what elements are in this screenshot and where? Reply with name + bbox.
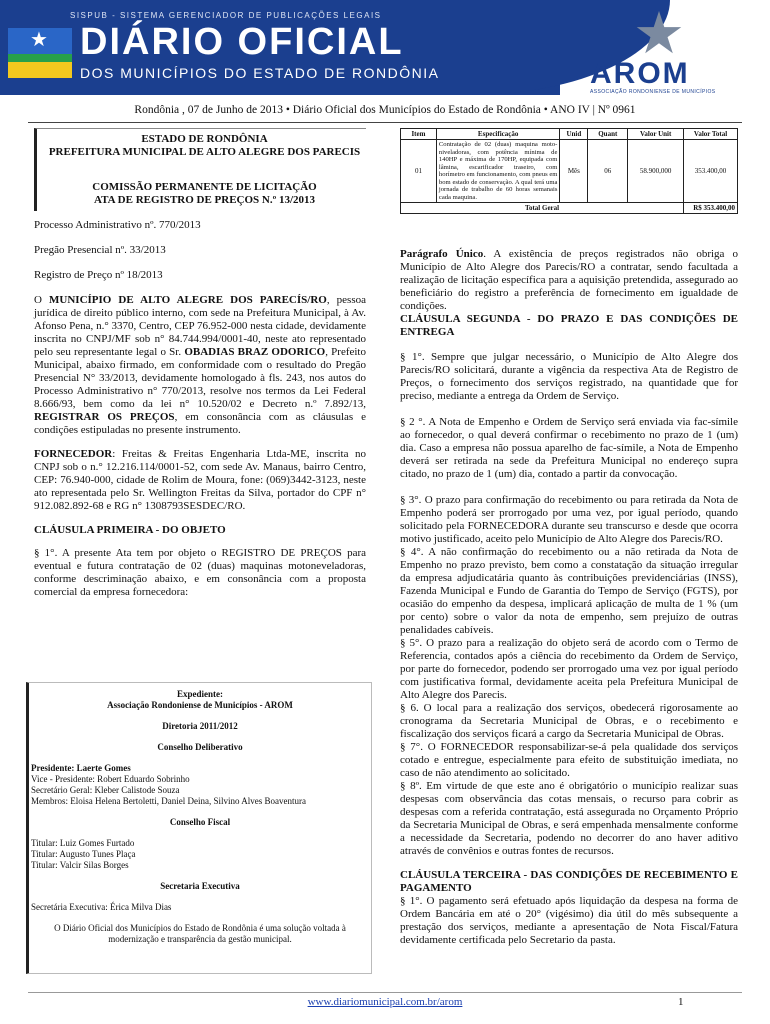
expediente-secretario: Secretário Geral: Kleber Calistode Souza [31,785,180,795]
paragrafo-unico: Parágrafo Único. A existência de preços registrados não obriga o Município de Alto Alegre dos Parecis/RO a contratar, sendo facultada a realização de licitação específica para a aquisição pretendida, assegurado ao beneficiário do registro a preferência de fornecimento em igualdade de condições. [400,248,738,312]
header-comissao: COMISSÃO PERMANENTE DE LICITAÇÃO [92,181,317,193]
expediente-note: O Diário Oficial dos Municípios do Estado de Rondônia é uma solução voltada à modernização e transparência da gestão municipal. [54,923,346,944]
clausula-segunda-heading: CLÁUSULA SEGUNDA - DO PRAZO E DAS CONDIÇÕES DE ENTREGA [400,313,738,338]
registro-line: Registro de Preço nº 18/2013 [34,269,163,281]
arom-logo-text: AROM [590,57,690,90]
paragraph-s7: § 7°. O FORNECEDOR responsabilizar-se-á pela qualidade dos serviços cotado e entregue, especialmente para efeito de substituição imediata, no caso de não atendimento ao solicitado. [400,741,738,779]
table-header-row [401,129,738,140]
expediente-conselho-fiscal: Conselho Fiscal [169,817,231,827]
cell-description: Contratação de 02 (duas) maquina moto-niveladoras, com potência mínima de 140HP e máxima de 170HP, equipada com lâmina, escarificador traseiro, com horímetro em funcionamento, com pneus em bom estado de conservação. A qual terá uma jornada de trabalho de 60 horas semanais cada maquina. [436,140,560,203]
spec-table [400,128,738,214]
cell-valor-total: 353.400,00 [684,140,738,203]
header-state: ESTADO DE RONDÔNIA [141,133,268,145]
header-prefeitura: PREFEITURA MUNICIPAL DE ALTO ALEGRE DOS PARECIS [48,146,361,158]
paragraph-s8: § 8º. Em virtude de que este ano é obrigatório o município realizar suas despesas com observância das cotas mensais, o recurso para cobrir as despesas com a referida contratação, está assegurada no Orçamento Próprio da Secretaria Municipal de Obras, e será empenhada mensalmente conforme a necessidade da Secretaria, podendo no decorrer do ano haver aditivo através de convênios e outras fontes de recursos. [400,780,738,857]
expediente-diretoria: Diretoria 2011/2012 [162,721,238,731]
paragraph-s5: § 5°. O prazo para a realização do objeto será de acordo com o Termo de Referencia, contados após a ciência do recebimento da Ordem de Serviço, por parte do fornecedor, podendo ser prorrogado uma vez por igual período com justificativa formal, devidamente aceita pela Prefeitura Municipal de Alto Alegre dos Parecis. [400,637,738,701]
paragraph-fornecedor: FORNECEDOR: Freitas & Freitas Engenharia Ltda-ME, inscrita no CNPJ sob o n.° 12.216.114/0001-52, com sede Av. Manaus, bairro Centro, CEP: 76.940-000, cidade de Rolim de Moura, fone: (069)3442-3123, neste ato representada pelo Sr. Wellington Freitas da Silva, portador do CPF n° 912.082.892-68 e RG n° 1308793SESDEC/RO. [34,448,366,512]
expediente-title: Expediente: [177,689,223,699]
cell-item: 01 [401,140,437,203]
pregao-line: Pregão Presencial nº. 33/2013 [34,244,166,256]
expediente-box [26,682,372,974]
page-number: 1 [678,996,684,1008]
clausula-primeira-heading: CLÁUSULA PRIMEIRA - DO OBJETO [34,524,226,536]
document-header [34,128,366,211]
banner-title: DIÁRIO OFICIAL [80,21,404,63]
cell-unid: Mês [560,140,588,203]
total-label: Total Geral [401,203,684,214]
expediente-titular-1: Titular: Luiz Gomes Furtado [31,838,135,848]
expediente-secretaria-nome: Secretária Executiva: Érica Milva Dias [31,902,172,912]
footer-divider [28,992,742,993]
left-column [34,128,366,610]
paragraph-t1: § 1°. O pagamento será efetuado após liquidação da despesa na forma de Ordem Bancária em até o 20° (vigésimo) dia útil do mês subsequente a prestação dos serviços, mediante a apresentação de Nota Fiscal/Fatura devidamente certificada pelo Secretario da pasta. [400,895,738,946]
cell-valor-unit: 58.900,000 [628,140,684,203]
cell-quant: 06 [588,140,628,203]
expediente-titular-3: Titular: Valcir Silas Borges [31,860,129,870]
banner-subtitle: DOS MUNICÍPIOS DO ESTADO DE RONDÔNIA [80,65,440,81]
expediente-vice: Vice - Presidente: Robert Eduardo Sobrinho [31,774,190,784]
paragraph-s1: § 1°. Sempre que julgar necessário, o Município de Alto Alegre dos Parecis/RO solicitará, durante a vigência da respectiva Ata de Registro de Preços, o fornecimento dos serviços registrado, na quantidade que for preciso, mediante a entrega da Ordem de Serviço. [400,351,738,402]
rondonia-flag-icon: ★ [8,28,72,78]
expediente-conselho-deliberativo: Conselho Deliberativo [157,742,243,752]
paragraph-s4: § 4°. A não confirmação do recebimento ou a não retirada da Nota de Empenho no prazo previsto, bem como a constatação da situação irregular da empresa adjudicatária quanto às contribuições previdenciárias (INSS), Fazenda Municipal e Fundo de Garantia do Tempo de Serviço (FGTS), por ocasião do empenho da despesa, implicará aplicação de multa de 1 % (um por cento) sobre o valor da nota de empenho, sem prejuízo de outras penalidades cabíveis. [400,546,738,636]
clausula-terceira-heading: CLÁUSULA TERCEIRA - DAS CONDIÇÕES DE RECEBIMENTO E PAGAMENTO [400,869,738,894]
total-value: R$ 353.400,00 [684,203,738,214]
th-especificacao: Especificação [436,129,560,140]
right-column [400,248,738,947]
paragraph-s6: § 6. O local para a realização dos serviços, obedecerá rigorosamente ao cronograma da Secretaria Municipal de Obras, e o recebimento e fiscalização dos serviços ficará a cargo da Secretaria Municipal de Obras. [400,702,738,740]
table-row [401,140,738,203]
th-quant: Quant [588,129,628,140]
arom-logo-caption: ASSOCIAÇÃO RONDONIENSE DE MUNICÍPIOS [590,89,716,95]
banner-top-line: SISPUB - SISTEMA GERENCIADOR DE PUBLICAÇÕES LEGAIS [70,11,382,20]
expediente-membros: Membros: Eloisa Helena Bertoletti, Daniel Deina, Silvino Alves Boaventura [31,796,306,806]
processo-line: Processo Administrativo nº. 770/2013 [34,219,201,231]
expediente-org: Associação Rondoniense de Municípios - AROM [107,700,293,710]
paragraph-municipio: O MUNICÍPIO DE ALTO ALEGRE DOS PARECÍS/RO, pessoa jurídica de direito público interno, com sede na Prefeitura Municipal, à Av. Afonso Pena, n.° 3370, Centro, CEP 76.952-000 nesta cidade, devidamente inscrita no CNPJ/MF sob n° 84.744.994/0001-40, neste ato representado pelo seu representante legal o Sr. OBADIAS BRAZ ODORICO, Prefeito Municipal, abaixo firmado, em conformidade com o resultado do Pregão Presencial N° 33/2013, devidamente homologado à fls. 243, nos autos do Processo Administrativo n° 770/2013, resolve nos termos da Lei Federal 8.666/93, bem como da lei n° 10.520/02 e Decreto n.º 7.892/13, REGISTRAR OS PREÇOS, em consonância com as cláusulas e condições estipuladas no presente instrumento. [34,294,366,436]
paragraph-objeto: § 1°. A presente Ata tem por objeto o REGISTRO DE PREÇOS para eventual e futura contratação de 02 (duas) maquinas motoneveladoras, conforme descriminação abaixo, e em consonância com a proposta comercial da empresa fornecedora: [34,547,366,598]
dateline: Rondônia , 07 de Junho de 2013 • Diário Oficial dos Municípios do Estado de Rondônia • ANO IV | Nº 0961 [134,104,636,116]
footer-website-link[interactable]: www.diariomunicipal.com.br/arom [307,996,463,1008]
expediente-titular-2: Titular: Augusto Tunes Plaça [31,849,136,859]
arom-logo [585,1,760,96]
th-unid: Unid [560,129,588,140]
header-ata: ATA DE REGISTRO DE PREÇOS N.º 13/2013 [93,194,316,206]
th-valor-total: Valor Total [684,129,738,140]
th-item: Item [401,129,437,140]
star-icon: ★ [633,1,685,66]
expediente-presidente: Presidente: Laerte Gomes [31,763,131,773]
th-valor-unit: Valor Unit [628,129,684,140]
paragraph-s2: § 2 °. A Nota de Empenho e Ordem de Serviço será enviada via fac-símile ao fornecedor, o qual deverá confirmar o recebimento no prazo de 1 (um) dia. Caso a empresa não possua aparelho de fac-símile, a Nota de Empenho deverá ser retirada na sede da Prefeitura Municipal no endereço supra citado, no prazo de 1 (um) dia, contado a partir da convocação. [400,416,738,480]
divider [28,122,742,123]
table-total-row [401,203,738,214]
masthead-banner [0,0,770,100]
expediente-secretaria-executiva: Secretaria Executiva [160,881,240,891]
paragraph-s3: § 3°. O prazo para confirmação do recebimento ou para retirada da Nota de Empenho poderá ser prorrogado por uma vez, por igual período, quando solicitado pela FORNECEDORA durante seu transcurso e desde que ocorra motivo justificado, aceito pelo Município de Alto Alegre dos Parecis/RO. [400,494,738,545]
